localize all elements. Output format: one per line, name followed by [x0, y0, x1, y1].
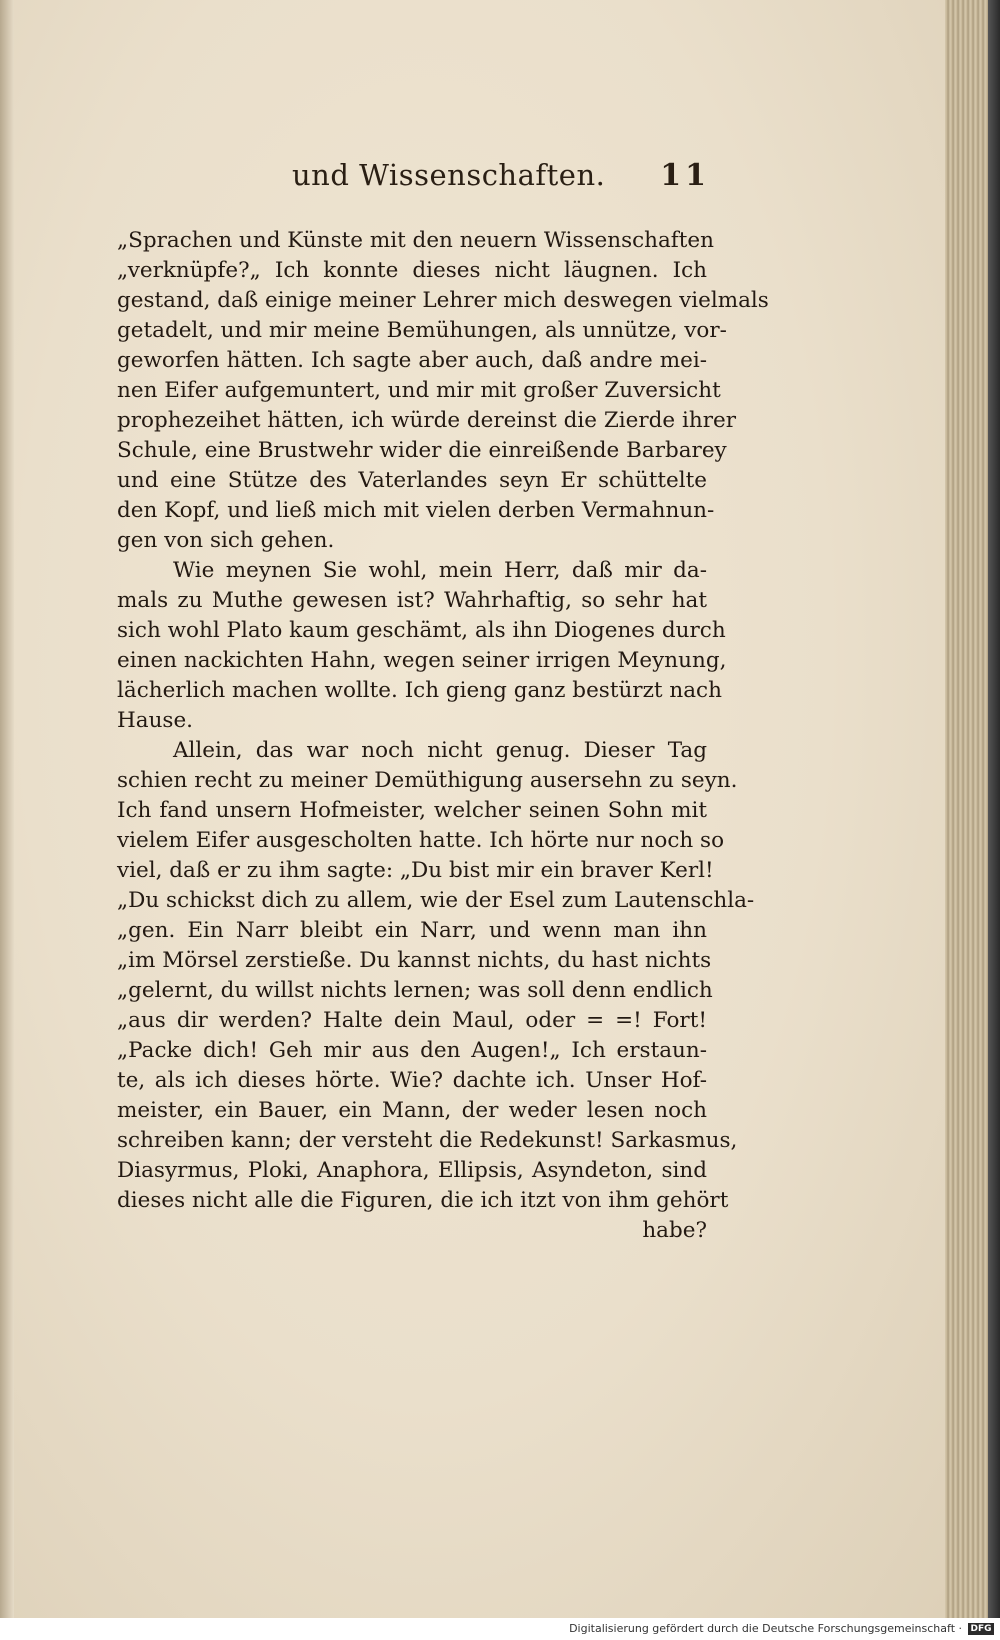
dfg-logo: DFG — [968, 1623, 994, 1635]
text-line: mals zu Muthe gewesen ist? Wahrhaftig, so sehr hat — [117, 588, 707, 613]
text-line: getadelt, und mir meine Bemühungen, als unnütze, vor- — [117, 318, 727, 343]
text-line: „Packe dich! Geh mir aus den Augen!„ Ich erstaun- — [117, 1038, 707, 1063]
text-line: viel, daß er zu ihm sagte: „Du bist mir ein braver Kerl! — [117, 858, 714, 883]
text-line: vielem Eifer ausgescholten hatte. Ich hörte nur noch so — [117, 828, 725, 853]
text-line: „aus dir werden? Halte dein Maul, oder = =! Fort! — [117, 1008, 707, 1033]
text-line: „Du schickst dich zu allem, wie der Esel zum Lautenschla- — [117, 888, 755, 913]
text-line: „im Mörsel zerstieße. Du kannst nichts, du hast nichts — [117, 948, 712, 973]
text-line: geworfen hätten. Ich sagte aber auch, daß andre mei- — [117, 348, 707, 373]
running-title: und Wissenschaften. — [292, 158, 606, 192]
text-line: und eine Stütze des Vaterlandes seyn Er schüttelte — [117, 468, 707, 493]
text-line: lächerlich machen wollte. Ich gieng ganz bestürzt nach — [117, 678, 722, 703]
funding-footer — [0, 1618, 1000, 1640]
text-line: Wie meynen Sie wohl, mein Herr, daß mir da- — [173, 558, 707, 583]
text-line: Diasyrmus, Ploki, Anaphora, Ellipsis, Asyndeton, sind — [117, 1158, 707, 1183]
catchword: habe? — [642, 1218, 707, 1243]
text-line: prophezeihet hätten, ich würde dereinst die Zierde ihrer — [117, 408, 736, 433]
text-line: „Sprachen und Künste mit den neuern Wissenschaften — [117, 228, 714, 253]
page-gutter — [0, 0, 14, 1618]
running-head — [120, 158, 710, 208]
text-line: „gen. Ein Narr bleibt ein Narr, und wenn man ihn — [117, 918, 707, 943]
text-line: nen Eifer aufgemuntert, und mir mit großer Zuversicht — [117, 378, 721, 403]
text-line: „gelernt, du willst nichts lernen; was soll denn endlich — [117, 978, 713, 1003]
text-line: gestand, daß einige meiner Lehrer mich deswegen vielmals — [117, 288, 769, 313]
body-text — [117, 226, 769, 1246]
page-number: 11 — [660, 158, 710, 193]
text-line: gen von sich gehen. — [117, 528, 335, 553]
text-line: sich wohl Plato kaum geschämt, als ihn Diogenes durch — [117, 618, 726, 643]
text-line: Hause. — [117, 708, 194, 733]
text-line: dieses nicht alle die Figuren, die ich itzt von ihm gehört — [117, 1188, 729, 1213]
funding-text: Digitalisierung gefördert durch die Deutsche Forschungsgemeinschaft · — [569, 1622, 962, 1635]
text-line: den Kopf, und ließ mich mit vielen derben Vermahnun- — [117, 498, 715, 523]
text-line: meister, ein Bauer, ein Mann, der weder lesen noch — [117, 1098, 707, 1123]
text-line: schreiben kann; der versteht die Redekunst! Sarkasmus, — [117, 1128, 738, 1153]
text-line: te, als ich dieses hörte. Wie? dachte ich. Unser Hof- — [117, 1068, 707, 1093]
page-fore-edge — [945, 0, 1000, 1618]
text-line: Allein, das war noch nicht genug. Dieser Tag — [173, 738, 707, 763]
text-line: schien recht zu meiner Demüthigung ausersehn zu seyn. — [117, 768, 738, 793]
text-line: „verknüpfe?„ Ich konnte dieses nicht läugnen. Ich — [117, 258, 707, 283]
text-line: Schule, eine Brustwehr wider die einreißende Barbarey — [117, 438, 727, 463]
text-line: Ich fand unsern Hofmeister, welcher seinen Sohn mit — [117, 798, 707, 823]
text-line: einen nackichten Hahn, wegen seiner irrigen Meynung, — [117, 648, 727, 673]
